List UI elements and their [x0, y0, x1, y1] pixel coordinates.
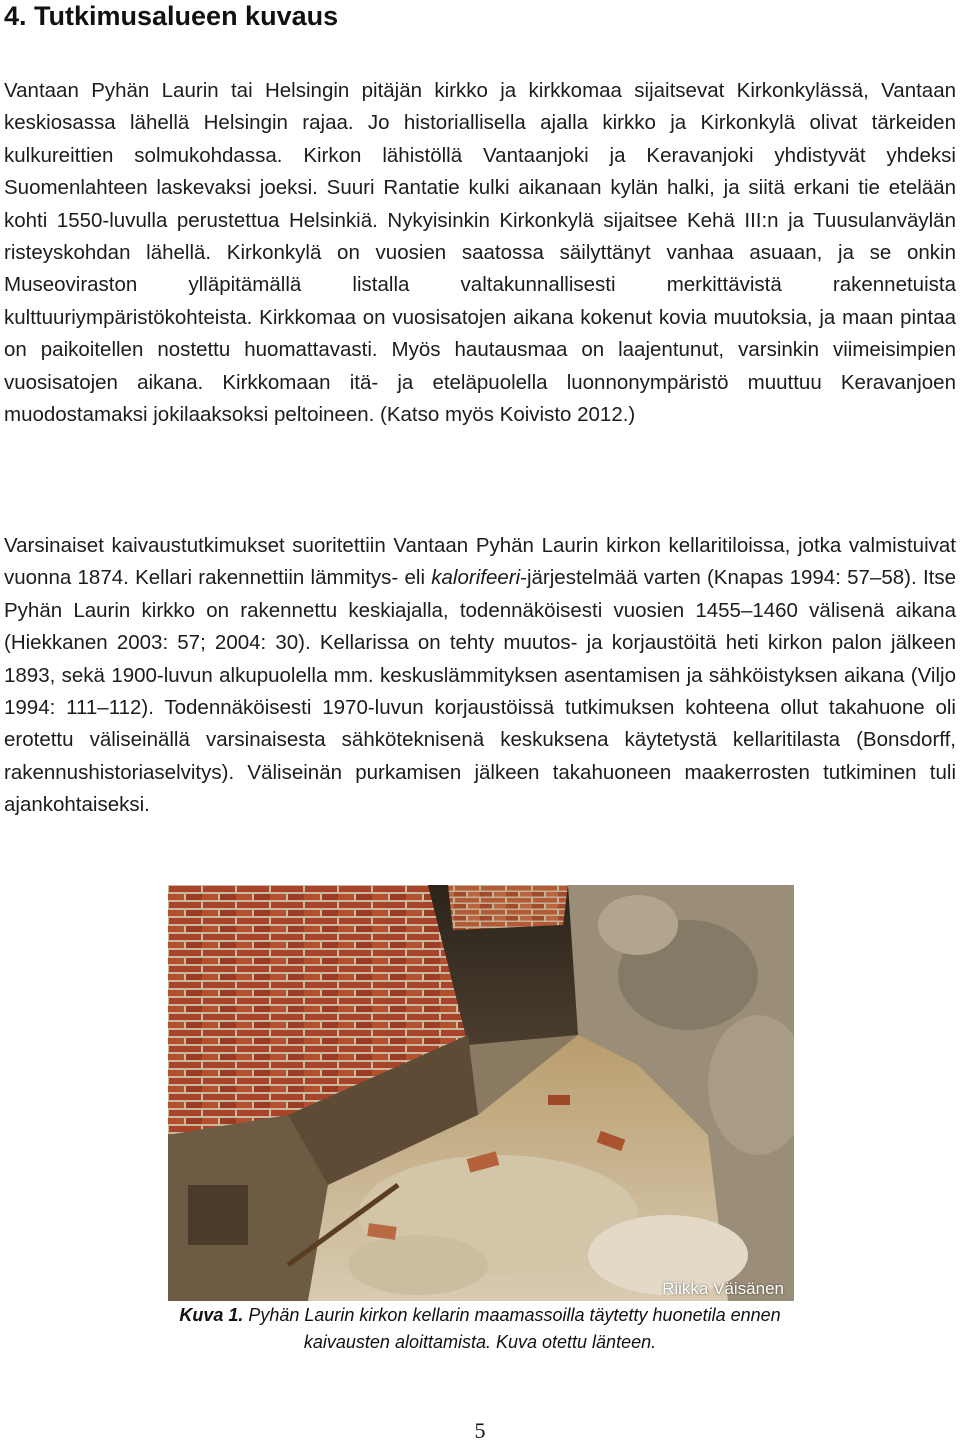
figure-caption	[150, 1302, 810, 1356]
photo-credit: Riikka Väisänen	[662, 1279, 784, 1298]
section-heading: 4. Tutkimusalueen kuvaus	[4, 1, 339, 31]
paragraph-excavation	[4, 530, 956, 822]
page-number: 5	[474, 1418, 486, 1443]
cellar-photo	[168, 885, 794, 1301]
figure-caption-text: Pyhän Laurin kirkon kellarin maamassoilla täytetty huonetila ennen kaivausten aloittamista. Kuva otettu länteen.	[243, 1305, 781, 1352]
paragraph-excavation-part2: -järjestelmää varten (Knapas 1994: 57–58). Itse Pyhän Laurin kirkko on rakennettu keskiajalla, todennäköisesti vuosien 1455–1460 välisenä aikana (Hiekkanen 2003: 57; 2004: 30). Kellarissa on tehty muutos- ja korjaustöitä heti kirkon palon jälkeen 1893, sekä 1900-luvun alkupuolella mm. keskuslämmityksen asentamisen ja sähköistyksen aikana (Viljo 1994: 111–112). Todennäköisesti 1970-luvun korjaustöissä tutkimuksen kohteena ollut takahuone oli erotettu väliseinällä varsinaisesta sähköteknisenä keskuksena käytetystä kellaritilasta (Bonsdorff, rakennushistoriaselvitys). Väliseinän purkamisen jälkeen takahuoneen maakerrosten tutkiminen tuli ajankohtaiseksi.	[4, 566, 956, 817]
paragraph-excavation-term: kalorifeeri	[431, 566, 521, 590]
paragraph-excavation-part1: Varsinaiset kaivaustutkimukset suoritettiin Vantaan Pyhän Laurin kirkon kellaritiloissa, jotka valmistuivat vuonna 1874. Kellari rakennettiin lämmitys- eli	[4, 534, 956, 590]
paragraph-location: Vantaan Pyhän Laurin tai Helsingin pitäjän kirkko ja kirkkomaa sijaitsevat Kirkonkylässä, Vantaan keskiosassa lähellä Helsingin rajaa. Jo historiallisella ajalla kirkko ja Kirkonkylä olivat tärkeiden kulkureittien solmukohdassa. Kirkon lähistöllä Vantaanjoki ja Keravanjoki yhdistyvät yhdeksi Suomenlahteen laskevaksi joeksi. Suuri Rantatie kulki aikanaan kylän halki, ja siitä erkani tie etelään kohti 1550-luvulla perustettua Helsinkiä. Nykyisinkin Kirkonkylä sijaitsee Kehä III:n ja Tuusulanväylän risteyskohdan lähellä. Kirkonkylä on vuosien saatossa säilyttänyt vanhaa asuaan, ja se onkin Museoviraston ylläpitämällä listalla valtakunnallisesti merkittävistä rakennetuista kulttuuriympäristökohteista. Kirkkomaa on vuosisatojen aikana kokenut kovia muutoksia, ja maan pintaa on paikoitellen nostettu huomattavasti. Myös hautausmaa on laajentunut, varsinkin viimeisimpien vuosisatojen aikana. Kirkkomaan itä- ja eteläpuolella luonnonympäristö muuttuu Keravanjoen muodostamaksi jokilaaksoksi peltoineen. (Katso myös Koivisto 2012.)	[4, 79, 956, 427]
figure-caption-label: Kuva 1.	[179, 1305, 244, 1325]
cellar-photo-illustration	[168, 885, 794, 1301]
